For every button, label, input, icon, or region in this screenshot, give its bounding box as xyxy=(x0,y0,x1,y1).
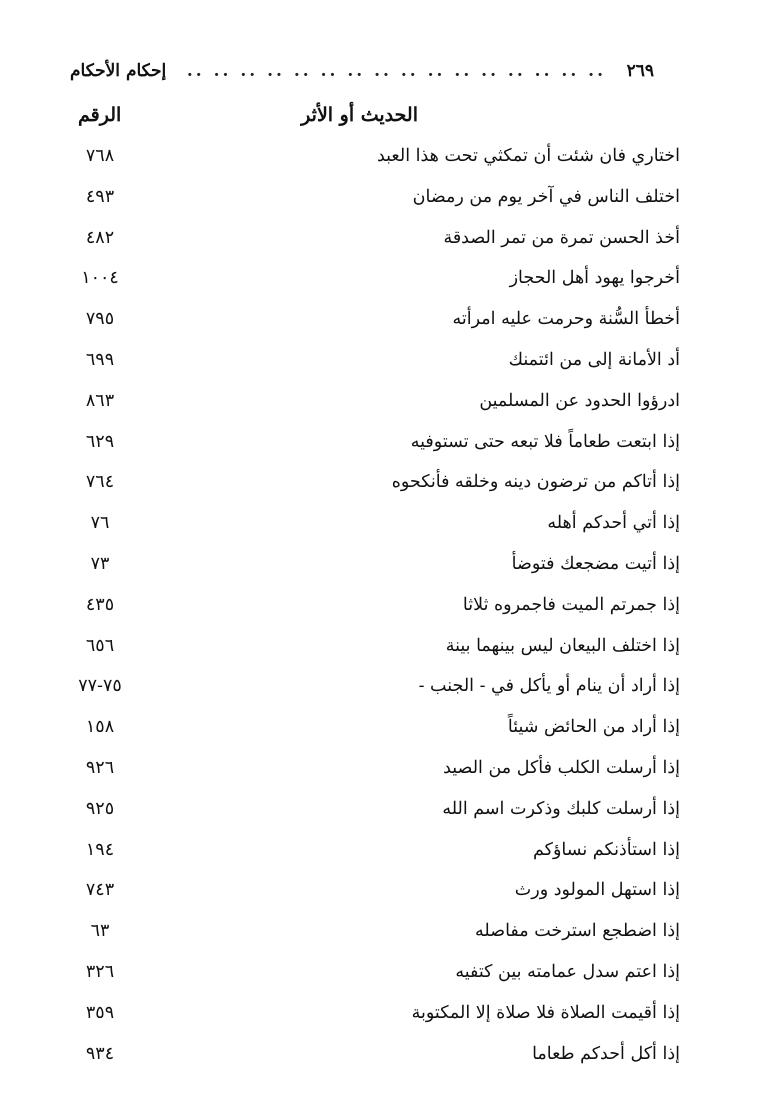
reference-number: ٧٥-٧٧ xyxy=(78,676,122,697)
hadith-text: إذا أراد أن ينام أو يأكل في - الجنب - xyxy=(418,676,680,697)
index-row xyxy=(60,344,680,385)
hadith-text: أخذ الحسن تمرة من تمر الصدقة xyxy=(443,227,680,248)
hadith-text: إذا أتاكم من ترضون دينه وخلقه فأنكحوه xyxy=(391,472,680,493)
reference-number: ٧٤٣ xyxy=(85,880,115,901)
index-row xyxy=(60,589,680,630)
index-row xyxy=(60,181,680,222)
reference-number: ١٠٠٤ xyxy=(81,268,119,289)
index-row xyxy=(60,956,680,997)
number-column-heading: الرقم xyxy=(78,104,122,126)
index-row xyxy=(60,670,680,711)
page-number: ٢٦٩ xyxy=(626,61,654,81)
index-row xyxy=(60,793,680,834)
reference-number: ٤٩٣ xyxy=(85,186,115,207)
index-row xyxy=(60,140,680,181)
reference-number: ٩٣٤ xyxy=(85,1043,115,1064)
reference-number: ٧٦٨ xyxy=(85,146,115,166)
hadith-text: أد الأمانة إلى من ائتمنك xyxy=(508,349,680,370)
hadith-text: اختاري فان شئت أن تمكثي تحت هذا العبد xyxy=(376,146,680,166)
reference-number: ٧٣ xyxy=(90,553,110,574)
hadith-text: اختلف الناس في آخر يوم من رمضان xyxy=(412,186,680,207)
hadith-text: إذا استأذنكم نساؤكم xyxy=(533,839,680,860)
index-row xyxy=(60,834,680,875)
hadith-text: إذا أتيت مضجعك فتوضأ xyxy=(511,553,680,574)
index-row xyxy=(60,548,680,589)
hadith-text: إذا ابتعت طعاماً فلا تبعه حتى تستوفيه xyxy=(410,431,680,452)
reference-number: ٣٢٦ xyxy=(85,961,115,982)
running-title: إحكام الأحكام xyxy=(70,61,167,81)
reference-number: ٩٢٦ xyxy=(85,757,115,778)
reference-number: ٦٥٦ xyxy=(85,635,115,656)
index-row xyxy=(60,997,680,1038)
reference-number: ٦٢٩ xyxy=(85,431,115,452)
reference-number: ٣٥٩ xyxy=(85,1002,115,1023)
index-row xyxy=(60,222,680,263)
reference-number: ٧٦ xyxy=(90,513,110,534)
hadith-text: إذا اختلف البيعان ليس بينهما بينة xyxy=(445,635,680,656)
index-row xyxy=(60,1038,680,1079)
text-column-heading: الحديث أو الأثر xyxy=(301,104,418,126)
index-row xyxy=(60,426,680,467)
hadith-text: إذا جمرتم الميت فاجمروه ثلاثا xyxy=(462,594,680,615)
reference-number: ١٩٤ xyxy=(85,839,115,860)
column-headings xyxy=(60,100,680,134)
hadith-text: إذا أكل أحدكم طعاما xyxy=(532,1043,680,1064)
hadith-text: إذا اعتم سدل عمامته بين كتفيه xyxy=(455,961,680,982)
index-row xyxy=(60,874,680,915)
reference-number: ٦٩٩ xyxy=(85,349,115,370)
reference-number: ٤٨٢ xyxy=(85,227,115,248)
index-row xyxy=(60,915,680,956)
index-row xyxy=(60,466,680,507)
hadith-text: إذا أقيمت الصلاة فلا صلاة إلا المكتوبة xyxy=(411,1002,680,1023)
hadith-text: أخرجوا يهود أهل الحجاز xyxy=(509,268,680,289)
dot-leader: .. .. .. .. .. .. .. .. .. .. .. .. .. .. .. .. xyxy=(186,61,607,81)
hadith-text: إذا أرسلت الكلب فأكل من الصيد xyxy=(443,757,680,778)
reference-number: ٩٢٥ xyxy=(85,798,115,819)
index-row xyxy=(60,630,680,671)
reference-number: ١٥٨ xyxy=(85,717,115,738)
reference-number: ٧٩٥ xyxy=(85,309,115,330)
hadith-text: ادرؤوا الحدود عن المسلمين xyxy=(479,390,680,411)
hadith-text: أخطأ السُّنة وحرمت عليه امرأته xyxy=(452,309,680,330)
reference-number: ٧٦٤ xyxy=(85,472,115,493)
index-row xyxy=(60,303,680,344)
index-row xyxy=(60,711,680,752)
hadith-text: إذا أرسلت كلبك وذكرت اسم الله xyxy=(442,798,680,819)
hadith-text: إذا استهل المولود ورث xyxy=(514,880,680,901)
reference-number: ٦٣ xyxy=(90,921,110,942)
hadith-text: إذا أتي أحدكم أهله xyxy=(547,513,680,534)
reference-number: ٤٣٥ xyxy=(85,594,115,615)
reference-number: ٨٦٣ xyxy=(85,390,115,411)
hadith-text: إذا أراد من الحائض شيئاً xyxy=(507,717,680,738)
index-row xyxy=(60,507,680,548)
index-row xyxy=(60,385,680,426)
index-row xyxy=(60,262,680,303)
index-list xyxy=(60,140,680,1078)
hadith-text: إذا اضطجع استرخت مفاصله xyxy=(475,921,680,942)
running-header xyxy=(70,56,654,86)
index-row xyxy=(60,752,680,793)
